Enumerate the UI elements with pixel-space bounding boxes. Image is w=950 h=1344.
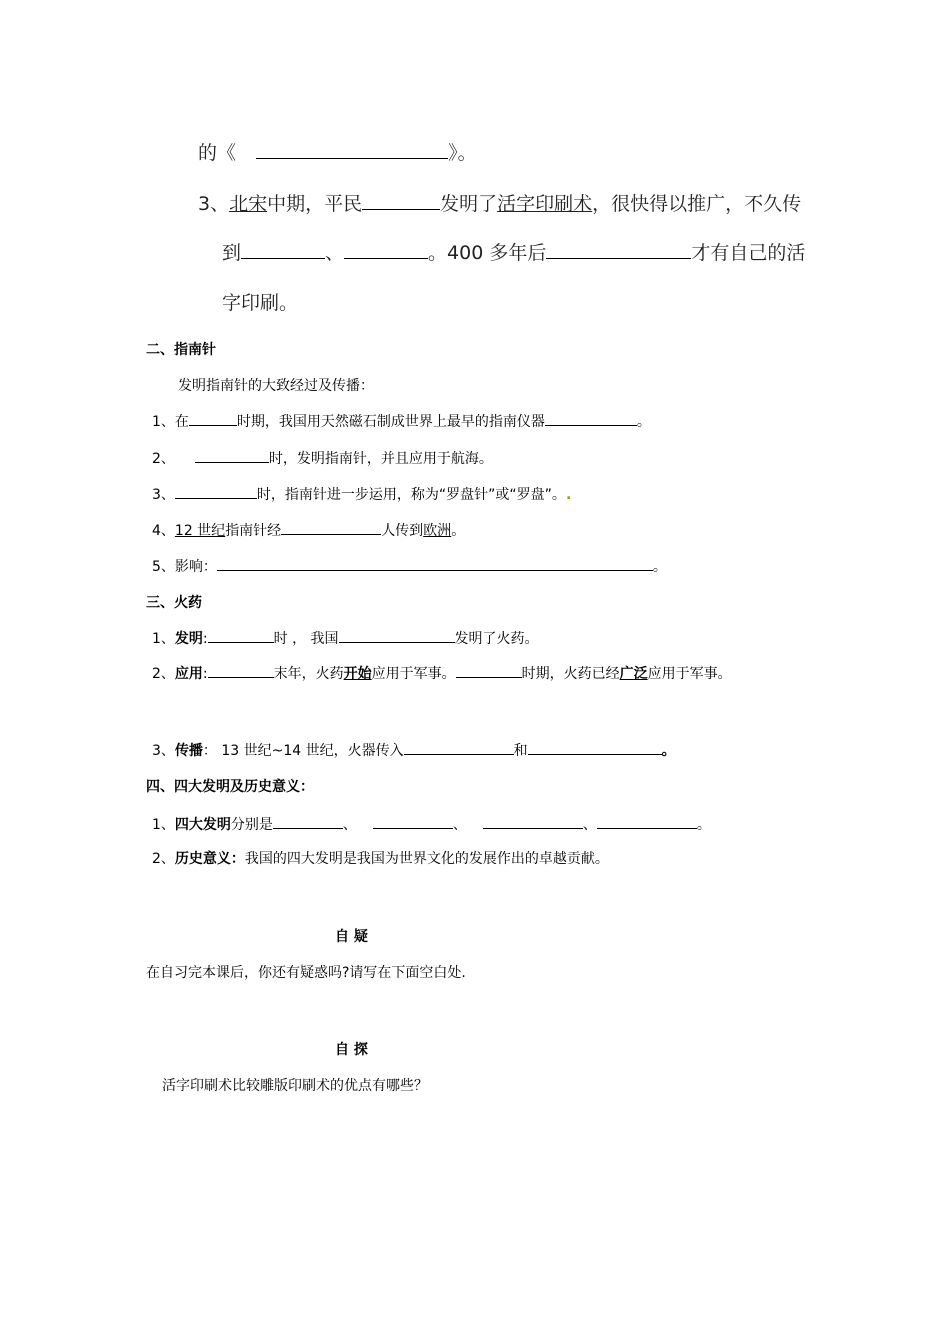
s2-item4: 4、12 世纪指南针经 人传到欧洲。: [152, 520, 465, 540]
blank-s3-2a[interactable]: [208, 663, 274, 678]
s3-item2: 2、应用: 末年，火药开始应用于军事。 时期，火药已经广泛应用于军事。: [152, 663, 732, 683]
section3-title: 三、火药: [146, 595, 202, 611]
item-top-line: 的《 》。: [198, 142, 477, 164]
blank-s2-3[interactable]: [175, 484, 257, 499]
blank-s3-1b[interactable]: [339, 628, 455, 643]
section2-title: 二、指南针: [146, 342, 216, 358]
blank-s3-1a[interactable]: [208, 628, 274, 643]
blank-s4-3[interactable]: [483, 814, 583, 829]
item3-line1: 3、北宋中期，平民 发明了活字印刷术，很快得以推广，不久传: [198, 193, 802, 215]
s3-item1: 1、发明: 时 ， 我国 发明了火药。: [152, 628, 539, 648]
blank-book[interactable]: [256, 140, 448, 159]
blank-s2-5[interactable]: [217, 556, 653, 571]
blank-s2-4[interactable]: [281, 520, 381, 535]
zitan-title: 自 探: [335, 1042, 368, 1058]
blank-s2-1a[interactable]: [189, 411, 237, 426]
item3-line3: 字印刷。: [222, 292, 299, 314]
zitan-text: 活字印刷术比较雕版印刷术的优点有哪些？: [162, 1078, 428, 1094]
s3-item3: 3、传播： 13 世纪~14 世纪，火器传入 和 。: [152, 740, 676, 760]
blank-europe[interactable]: [546, 240, 691, 259]
blank-bisheng[interactable]: [362, 191, 440, 210]
blank-country1[interactable]: [241, 240, 325, 259]
ziyi-title: 自 疑: [335, 929, 368, 945]
section2-intro: 发明指南针的大致经过及传播：: [178, 378, 374, 394]
blank-s4-4[interactable]: [597, 814, 697, 829]
blank-country2[interactable]: [344, 240, 428, 259]
ziyi-text: 在自习完本课后，你还有疑惑吗?请写在下面空白处.: [146, 965, 466, 981]
blank-s2-2[interactable]: [195, 448, 269, 463]
section4-title: 四、四大发明及历史意义：: [146, 779, 314, 795]
blank-s4-1[interactable]: [273, 814, 343, 829]
item3-line2: 到 、 。400 多年后 才有自己的活: [222, 242, 806, 264]
s4-item2: 2、历史意义：我国的四大发明是我国为世界文化的发展作出的卓越贡献。: [152, 851, 609, 867]
s2-item2: 2、 时，发明指南针，并且应用于航海。: [152, 448, 493, 468]
blank-s3-3b[interactable]: [528, 740, 662, 755]
s2-item5: 5、影响： 。: [152, 556, 667, 576]
blank-s2-1b[interactable]: [545, 411, 637, 426]
s4-item1: 1、四大发明分别是 、 、 、 。: [152, 814, 711, 834]
mark-dot: .: [565, 487, 572, 503]
blank-s3-2b[interactable]: [456, 663, 522, 678]
s2-item3: 3、 时，指南针进一步运用，称为“罗盘针”或“罗盘”。.: [152, 484, 571, 504]
s2-item1: 1、在 时期，我国用天然磁石制成世界上最早的指南仪器 。: [152, 411, 651, 431]
blank-s3-3a[interactable]: [404, 740, 514, 755]
blank-s4-2[interactable]: [373, 814, 453, 829]
